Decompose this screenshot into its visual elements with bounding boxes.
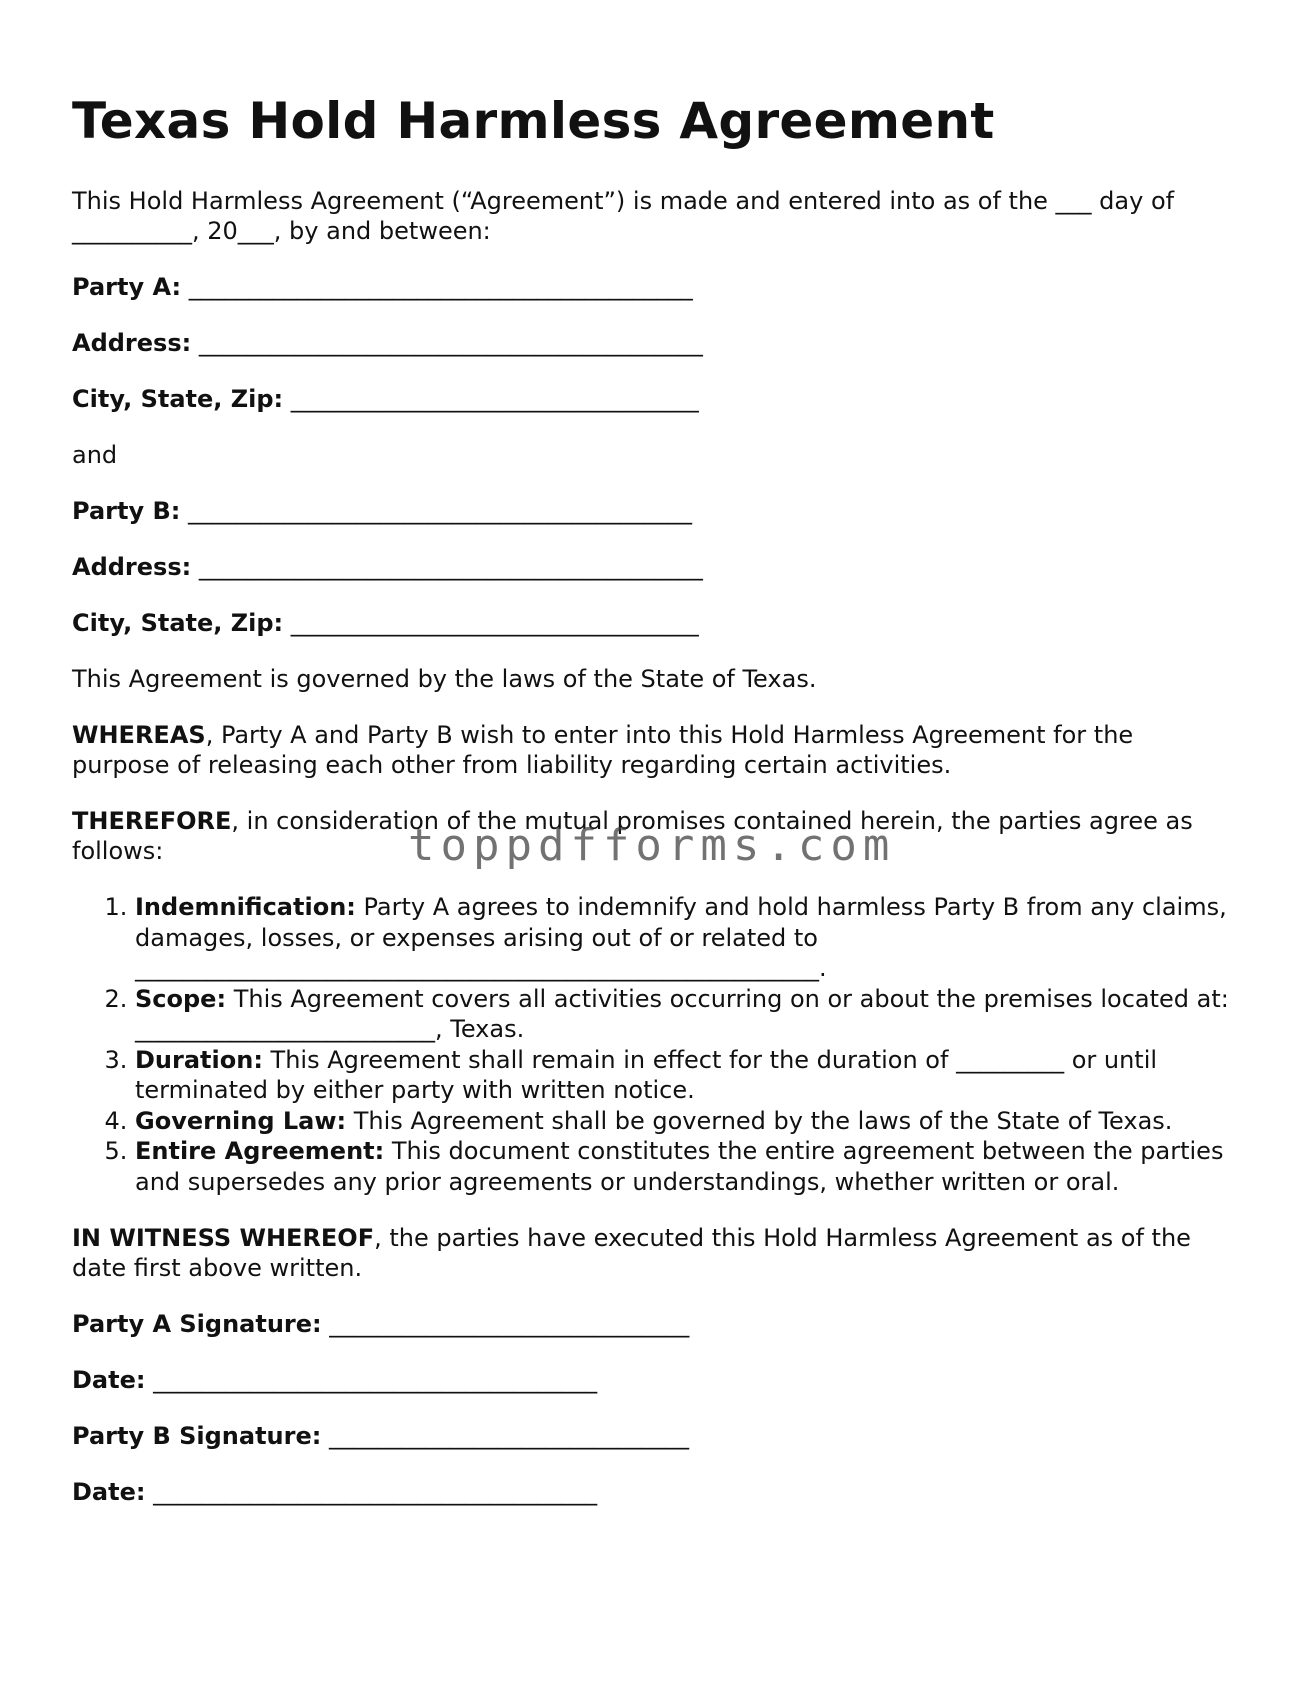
blank-line: __________________________________________ bbox=[198, 329, 703, 357]
term-text: This Agreement shall be governed by the laws of the State of Texas. bbox=[346, 1106, 1173, 1135]
party-b-address-field bbox=[72, 552, 1232, 582]
field-label: City, State, Zip: bbox=[72, 385, 284, 413]
party-a-name-field bbox=[72, 272, 1232, 302]
governed-paragraph: This Agreement is governed by the laws of the State of Texas. bbox=[72, 665, 817, 693]
witness-text: , the parties have executed this Hold Harmless Agreement as of the date first above written. bbox=[72, 1224, 1191, 1282]
party-a-address-field bbox=[72, 328, 1232, 358]
list-item bbox=[135, 1136, 1232, 1197]
and-text: and bbox=[72, 441, 118, 469]
terms-list bbox=[72, 892, 1232, 1197]
term-text: This Agreement shall remain in effect for the duration of _________ or until terminated by either party with written notice. bbox=[135, 1045, 1158, 1104]
field-label: Address: bbox=[72, 329, 192, 357]
document-page bbox=[72, 86, 1232, 1507]
party-b-signature-field bbox=[72, 1421, 1232, 1451]
watermark: toppdfforms.com bbox=[408, 820, 896, 871]
blank-line: __________________________________ bbox=[290, 609, 699, 637]
party-a-city-field bbox=[72, 384, 1232, 414]
term-heading: Governing Law: bbox=[135, 1106, 347, 1135]
document-title: Texas Hold Harmless Agreement bbox=[72, 92, 995, 150]
field-label: Party B: bbox=[72, 497, 181, 525]
therefore-paragraph bbox=[72, 806, 1232, 866]
blank-line: ______________________________ bbox=[328, 1422, 689, 1450]
intro-paragraph: This Hold Harmless Agreement (“Agreement”) is made and entered into as of the ___ day of __________, 20___, by and between: bbox=[72, 187, 1175, 245]
term-heading: Duration: bbox=[135, 1045, 263, 1074]
term-heading: Entire Agreement: bbox=[135, 1137, 385, 1165]
blank-line: __________________________________________ bbox=[198, 553, 703, 581]
term-text: Party A agrees to indemnify and hold harmless Party B from any claims, damages, losses, or expenses arising out of or related to _________________________________________________________. bbox=[135, 893, 1227, 982]
party-b-name-field bbox=[72, 496, 1232, 526]
field-label: City, State, Zip: bbox=[72, 609, 284, 637]
blank-line: __________________________________________ bbox=[188, 273, 693, 301]
term-heading: Scope: bbox=[135, 984, 227, 1013]
field-label: Date: bbox=[72, 1478, 146, 1506]
field-label: Date: bbox=[72, 1366, 146, 1394]
field-label: Party A Signature: bbox=[72, 1310, 322, 1338]
therefore-heading: THEREFORE bbox=[72, 807, 232, 835]
term-text: This Agreement covers all activities occurring on or about the premises located at: _________________________, Texas. bbox=[135, 984, 1229, 1043]
field-label: Party A: bbox=[72, 273, 182, 301]
witness-paragraph bbox=[72, 1223, 1232, 1283]
witness-heading: IN WITNESS WHEREOF bbox=[72, 1224, 375, 1252]
field-label: Party B Signature: bbox=[72, 1422, 322, 1450]
party-b-city-field bbox=[72, 608, 1232, 638]
whereas-text: , Party A and Party B wish to enter into this Hold Harmless Agreement for the purpose of releasing each other from liability regarding certain activities. bbox=[72, 721, 1134, 779]
term-heading: Indemnification: bbox=[135, 893, 356, 921]
blank-line: _____________________________________ bbox=[153, 1366, 598, 1394]
list-item bbox=[135, 1045, 1232, 1106]
field-label: Address: bbox=[72, 553, 192, 581]
party-b-date-field bbox=[72, 1477, 1232, 1507]
party-a-signature-field bbox=[72, 1309, 1232, 1339]
term-text: This document constitutes the entire agreement between the parties and supersedes any prior agreements or understandings, whether written or oral. bbox=[135, 1137, 1224, 1196]
whereas-heading: WHEREAS bbox=[72, 721, 206, 749]
therefore-text: , in consideration of the mutual promises contained herein, the parties agree as follows: bbox=[72, 807, 1193, 865]
blank-line: __________________________________ bbox=[290, 385, 699, 413]
list-item bbox=[135, 984, 1232, 1045]
whereas-paragraph bbox=[72, 720, 1232, 780]
list-item bbox=[135, 892, 1232, 984]
blank-line: ______________________________ bbox=[329, 1310, 690, 1338]
party-a-date-field bbox=[72, 1365, 1232, 1395]
blank-line: __________________________________________ bbox=[187, 497, 692, 525]
list-item bbox=[135, 1106, 1232, 1137]
blank-line: _____________________________________ bbox=[153, 1478, 598, 1506]
